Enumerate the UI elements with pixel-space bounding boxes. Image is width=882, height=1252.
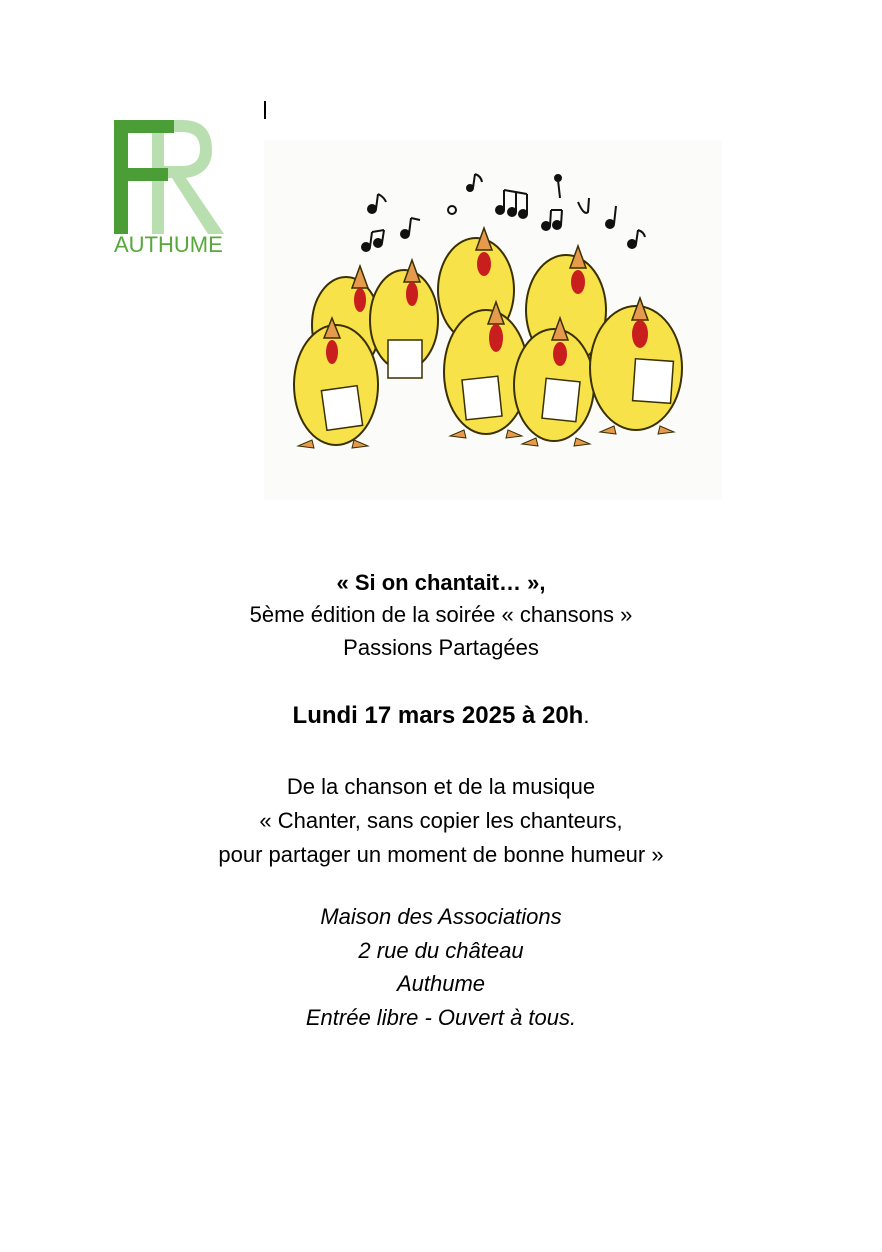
event-subtitle: 5ème édition de la soirée « chansons »: [249, 602, 633, 627]
description-line-1: De la chanson et de la musique: [286, 774, 596, 799]
venue-name: Maison des Associations: [320, 904, 562, 929]
venue-town: Authume: [396, 971, 486, 996]
logo-name: AUTHUME: [114, 232, 223, 257]
fr-logo-icon: [112, 116, 232, 236]
description-line-2: « Chanter, sans copier les chanteurs,: [259, 808, 623, 833]
venue-address: 2 rue du château: [358, 938, 524, 963]
event-date-line: [0, 699, 882, 733]
singing-chicks-illustration: [264, 140, 722, 500]
text-cursor: [264, 101, 266, 119]
chicks-choir-icon: [264, 140, 722, 500]
description-line-3: pour partager un moment de bonne humeur »: [218, 842, 664, 867]
entry-info: Entrée libre - Ouvert à tous.: [305, 1005, 577, 1030]
event-date: Lundi 17 mars 2025 à 20h: [292, 702, 584, 729]
event-date-punct: .: [583, 703, 590, 728]
event-organizer: Passions Partagées: [343, 635, 539, 660]
event-title: « Si on chantait… »,: [336, 570, 546, 595]
fr-authume-logo: [112, 116, 232, 266]
